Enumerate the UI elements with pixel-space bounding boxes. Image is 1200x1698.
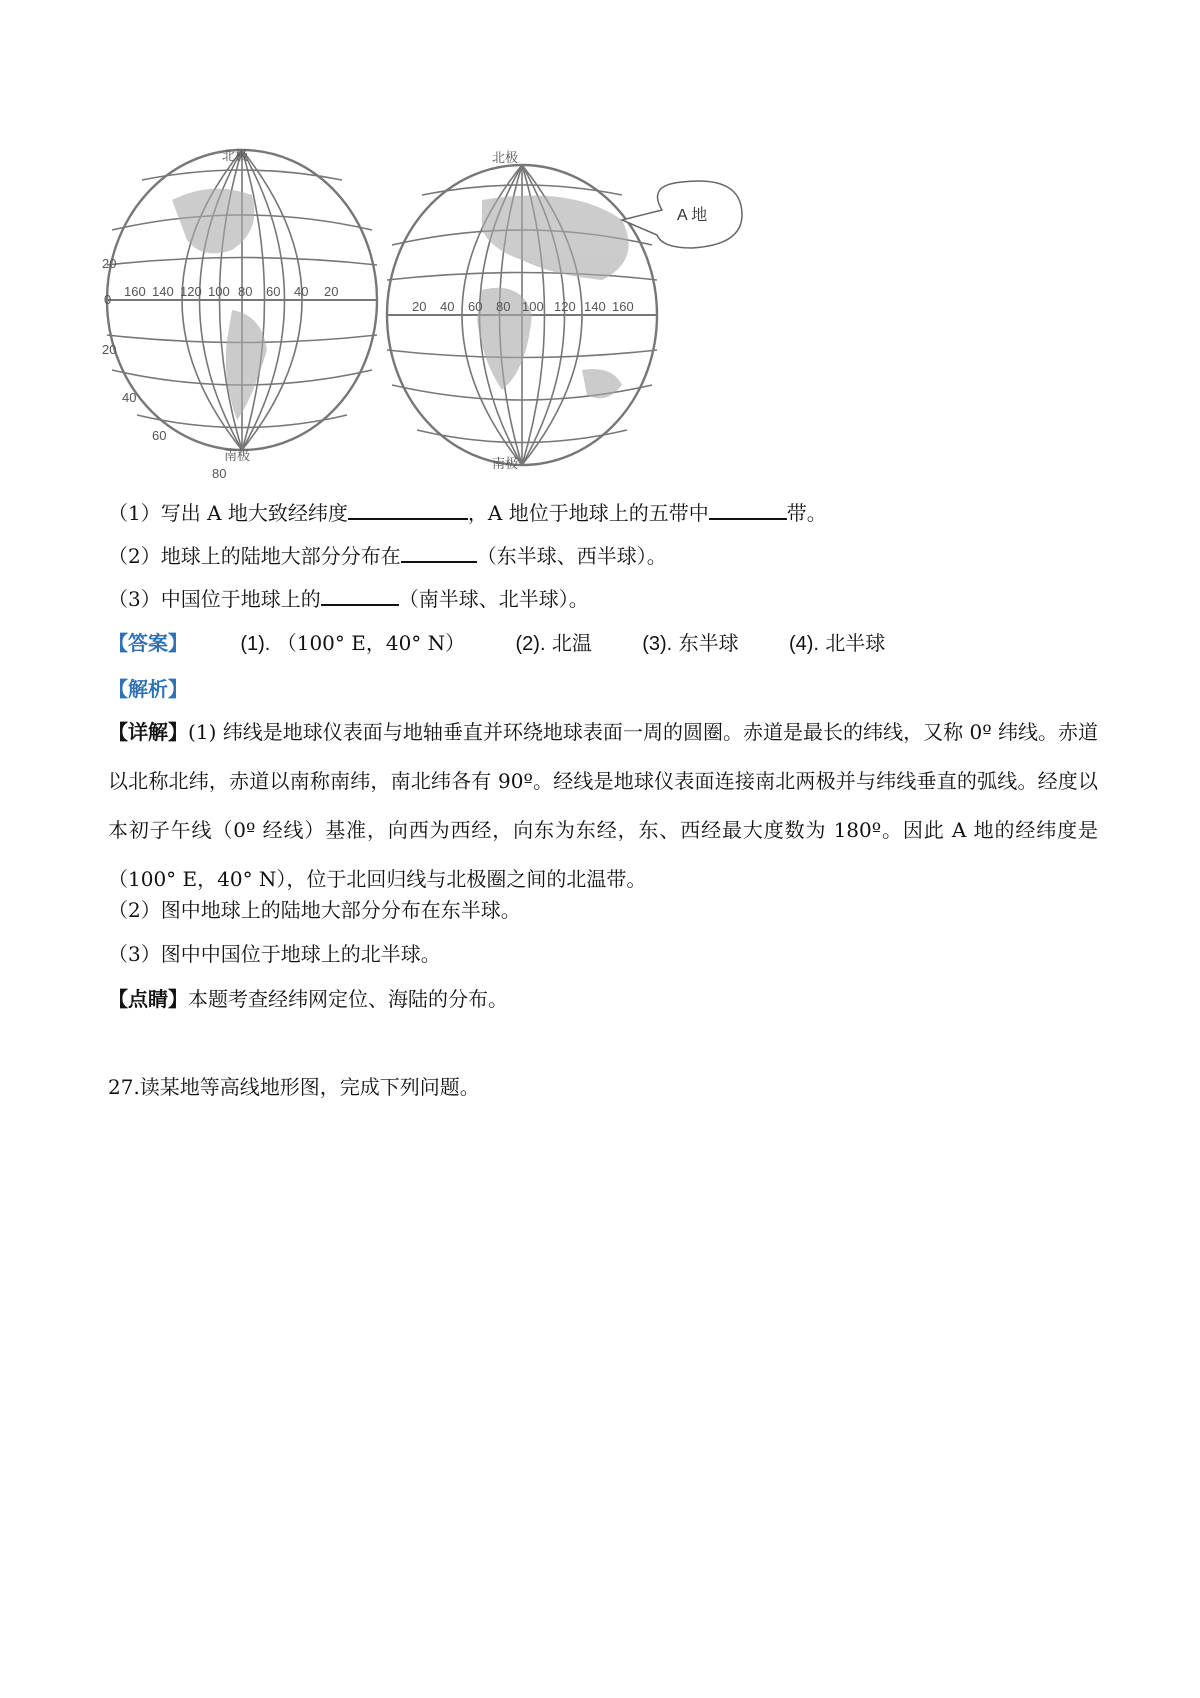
comment-tag: 【点睛】 — [108, 987, 188, 1011]
question-1-middle: ，A 地位于地球上的五带中 — [467, 501, 709, 525]
lon-label-60w: 60 — [266, 284, 281, 299]
question-3-blank[interactable] — [321, 584, 399, 606]
lon-label-120e: 120 — [554, 299, 576, 314]
question-3-suffix: （南半球、北半球）。 — [398, 587, 589, 611]
analysis-tag: 【解析】 — [108, 677, 188, 701]
question-1 — [108, 498, 827, 526]
lon-label-160w: 160 — [124, 284, 146, 299]
answer-item-3 — [642, 630, 738, 657]
question-2 — [108, 541, 667, 569]
question-2-prefix: （2）地球上的陆地大部分分布在 — [108, 544, 401, 568]
comment-text: 本题考查经纬网定位、海陆的分布。 — [188, 987, 508, 1011]
lat-label-80s-west: 80 — [212, 466, 227, 481]
explanation-3: （3）图中中国位于地球上的北半球。 — [108, 942, 441, 966]
lon-label-60e: 60 — [468, 299, 483, 314]
lon-label-140w: 140 — [152, 284, 174, 299]
answer-row — [108, 630, 929, 657]
lon-label-80e: 80 — [496, 299, 511, 314]
detail-paragraph — [108, 708, 1098, 904]
answer-item-2-num: (2). — [515, 633, 546, 655]
answer-item-1 — [240, 630, 465, 657]
question-2-blank[interactable] — [401, 541, 477, 563]
north-pole-label-east: 北极 — [492, 150, 519, 165]
answer-item-3-text: 东半球 — [678, 631, 739, 655]
answer-tag: 【答案】 — [108, 631, 188, 655]
answer-item-3-num: (3). — [642, 633, 673, 655]
comment-row — [108, 986, 508, 1012]
hemisphere-map-figure — [102, 140, 782, 512]
detail-text: (1) 纬线是地球仪表面与地轴垂直并环绕地球表面一周的圆圈。赤道是最长的纬线，又称 0º 纬线。赤道以北称北纬，赤道以南称南纬，南北纬各有 90º。经线是地球仪表面连接南北两极并与纬线垂直的弧线。经度以本初子午线（0º 经线）基准，向西为西经，向东为东经，东、西经最大度数为 180º。因此 A 地的经纬度是（100° E，40° N），位于北回归线与北极圈之间的北温带。 — [108, 720, 1099, 891]
answer-item-1-text: （100° E，40° N） — [276, 631, 466, 655]
question-3 — [108, 584, 589, 612]
next-question: 27.读某地等高线地形图，完成下列问题。 — [108, 1075, 480, 1099]
a-location-label: A 地 — [677, 207, 708, 224]
lon-label-40w: 40 — [294, 284, 309, 299]
detail-tag: 【详解】 — [108, 720, 189, 744]
lon-label-100e: 100 — [522, 299, 544, 314]
question-1-blank-zone[interactable] — [709, 498, 787, 520]
answer-item-4 — [789, 630, 885, 657]
lon-label-120w: 120 — [180, 284, 202, 299]
answer-item-1-num: (1). — [240, 633, 271, 655]
question-1-blank-coordinates[interactable] — [348, 498, 468, 520]
lat-label-20s-west: 20 — [102, 342, 117, 357]
analysis-heading — [108, 676, 188, 702]
lon-label-20w: 20 — [324, 284, 339, 299]
answer-item-2 — [516, 630, 592, 657]
lon-label-140e: 140 — [584, 299, 606, 314]
lat-label-0-west: 0 — [104, 292, 112, 307]
south-pole-label-west: 南极 — [224, 448, 251, 463]
answer-item-4-num: (4). — [788, 633, 819, 655]
answer-item-2-text: 北温 — [551, 631, 592, 655]
lon-label-80w: 80 — [238, 284, 253, 299]
north-pole-label-west: 北极 — [222, 148, 249, 163]
lon-label-40e: 40 — [440, 299, 455, 314]
question-1-suffix: 带。 — [786, 501, 827, 525]
lon-label-100w: 100 — [208, 284, 230, 299]
lat-label-40s-west: 40 — [122, 390, 137, 405]
south-pole-label-east: 南极 — [492, 456, 519, 471]
answer-item-4-text: 北半球 — [825, 631, 886, 655]
lon-label-20e: 20 — [412, 299, 427, 314]
question-3-prefix: （3）中国位于地球上的 — [108, 587, 321, 611]
lat-label-20n-west: 20 — [102, 256, 117, 271]
question-1-prefix: （1）写出 A 地大致经纬度 — [108, 501, 348, 525]
question-2-suffix: （东半球、西半球）。 — [476, 544, 667, 568]
lat-label-60s-west: 60 — [152, 428, 167, 443]
lon-label-160e: 160 — [612, 299, 634, 314]
explanation-2: （2）图中地球上的陆地大部分分布在东半球。 — [108, 898, 521, 922]
a-location-callout — [622, 181, 742, 248]
